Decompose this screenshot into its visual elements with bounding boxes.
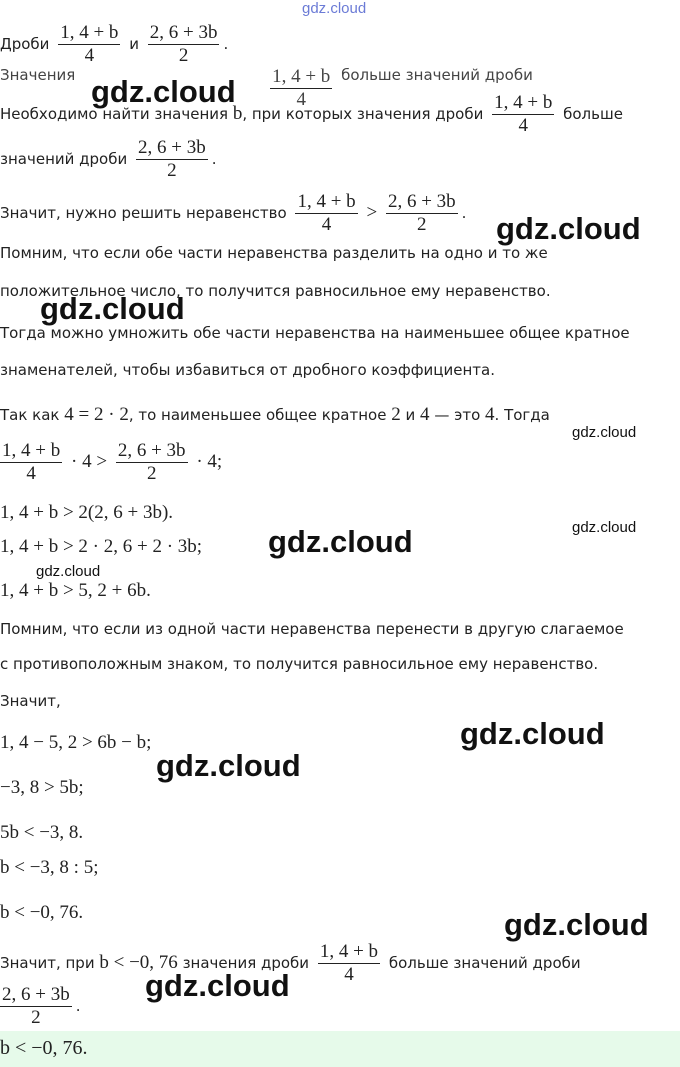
- fraction-b: $\frac{2, 6 + 3b}{2}$: [387, 191, 456, 235]
- line-6: Помним, что если обе части неравенства разделить на одно и то же: [0, 244, 548, 262]
- watermark: gdz.cloud: [40, 291, 185, 326]
- fraction-a: $\frac{1, 4 + b}{4}$: [319, 941, 379, 985]
- line-14: Значит,: [0, 692, 61, 710]
- watermark: gdz.cloud: [460, 716, 605, 751]
- line-9: знаменателей, чтобы избавиться от дробного коэффициента.: [0, 361, 495, 379]
- fraction-b: $\frac{2, 6 + 3b}{2}$: [149, 22, 218, 66]
- answer-text: b < −0, 76.: [0, 1037, 88, 1059]
- equation-1: 1, 4 + b > 2(2, 6 + 3b).: [0, 502, 174, 523]
- equation-6: 5b < −3, 8.: [0, 822, 84, 843]
- line-12: Помним, что если из одной части неравенства перенести в другую слагаемое: [0, 620, 624, 638]
- equation-3: 1, 4 + b > 5, 2 + 6b.: [0, 580, 151, 601]
- watermark: gdz.cloud: [268, 524, 413, 559]
- text: и: [129, 35, 139, 53]
- watermark: gdz.cloud: [156, 748, 301, 783]
- line-3: Необходимо найти значения b, при которых значения дроби $\frac{1, 4 + b}{4}$ больше: [0, 92, 623, 136]
- equation-5: −3, 8 > 5b;: [0, 777, 84, 798]
- line-2-hidden: Значения $\frac{1, 4 + b}{4}$ больше значений дроби: [0, 66, 533, 110]
- line-10: Так как 4 = 2 · 2, то наименьшее общее кратное 2 и 4 — это 4. Тогда: [0, 404, 550, 425]
- fraction-a: $\frac{1, 4 + b}{4}$: [2, 440, 61, 484]
- watermark: gdz.cloud: [572, 519, 637, 536]
- watermark: gdz.cloud: [36, 563, 101, 580]
- site-label[interactable]: gdz.cloud: [302, 0, 367, 17]
- line-13: с противоположным знаком, то получится равносильное ему неравенство.: [0, 655, 599, 673]
- line-1: Дроби $\frac{1, 4 + b}{4}$ и $\frac{2, 6 + 3b}{2}$ .: [0, 22, 229, 66]
- line-5: Значит, нужно решить неравенство $\frac{1, 4 + b}{4}$ > $\frac{2, 6 + 3b}{2}$ .: [0, 191, 467, 235]
- answer-box: [0, 1031, 680, 1067]
- text: Дроби: [0, 35, 50, 53]
- watermark: gdz.cloud: [496, 211, 641, 246]
- equation-2: 1, 4 + b > 2 · 2, 6 + 2 · 3b;: [0, 536, 203, 557]
- line-8: Тогда можно умножить обе части неравенства на наименьшее общее кратное: [0, 324, 630, 342]
- watermark: gdz.cloud: [572, 424, 637, 441]
- fraction-b: $\frac{2, 6 + 3b}{2}$: [138, 137, 206, 181]
- watermark: gdz.cloud: [504, 907, 649, 942]
- fraction-b: $\frac{2, 6 + 3b}{2}$: [2, 984, 70, 1028]
- watermark: gdz.cloud: [91, 74, 236, 109]
- line-7: положительное число, то получится равносильное ему неравенство.: [0, 282, 551, 300]
- equation-8: b < −0, 76.: [0, 902, 84, 923]
- fraction-a: $\frac{1, 4 + b}{4}$: [494, 92, 553, 136]
- fraction-a: $\frac{1, 4 + b}{4}$: [297, 191, 356, 235]
- equation-4: 1, 4 − 5, 2 > 6b − b;: [0, 732, 152, 753]
- line-16: $\frac{2, 6 + 3b}{2}$ .: [2, 984, 81, 1028]
- line-4: значений дроби $\frac{2, 6 + 3b}{2}$ .: [0, 137, 217, 181]
- fraction-a: $\frac{1, 4 + b}{4}$: [60, 22, 119, 66]
- line-11: $\frac{1, 4 + b}{4}$ · 4 > $\frac{2, 6 + 3b}{2}$ · 4;: [2, 440, 223, 484]
- equation-7: b < −3, 8 : 5;: [0, 857, 99, 878]
- line-15: Значит, при b < −0, 76 значения дроби $\frac{1, 4 + b}{4}$ больше значений дроби: [0, 941, 581, 985]
- fraction-a: $\frac{1, 4 + b}{4}$: [272, 66, 331, 110]
- watermark: gdz.cloud: [145, 968, 290, 1003]
- fraction-b: $\frac{2, 6 + 3b}{2}$: [117, 440, 186, 484]
